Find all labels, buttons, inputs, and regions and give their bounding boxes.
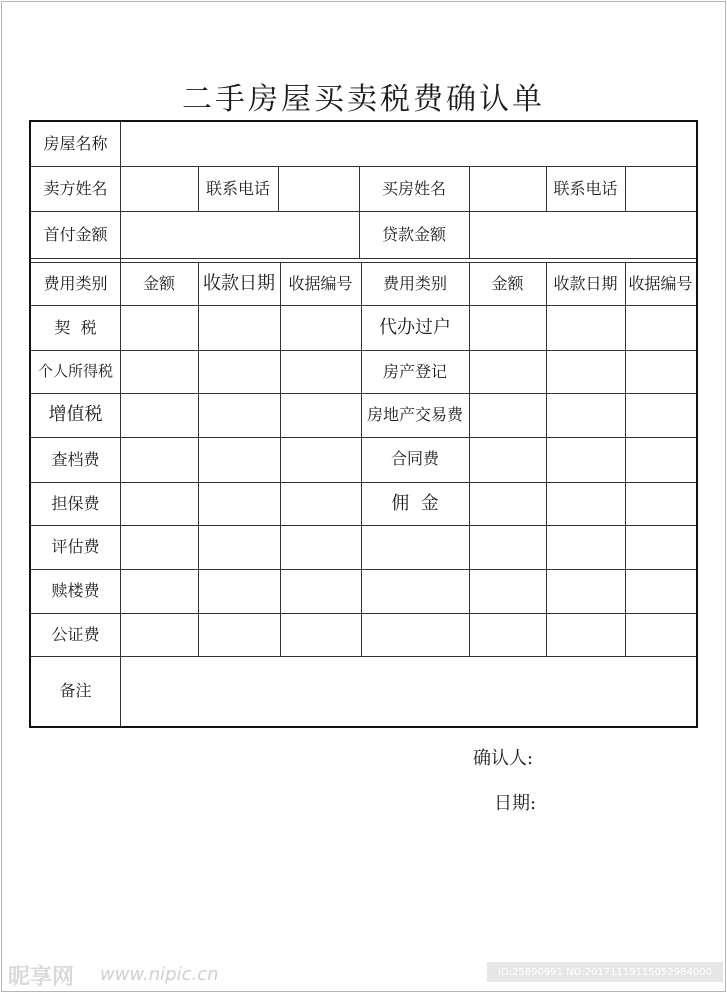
fee-contract: 合同费 (390, 449, 439, 468)
page-title: 二手房屋买卖税费确认单 (182, 82, 545, 117)
confirmer-label: 确认人: (473, 748, 534, 769)
fee-vat: 增值税 (48, 404, 103, 425)
header-amount-left: 金额 (142, 273, 175, 293)
fee-transaction: 房地产交易费 (366, 405, 463, 424)
buyer-phone-label: 联系电话 (553, 178, 618, 198)
seller-phone-label: 联系电话 (205, 178, 270, 198)
fee-guarantee: 担保费 (51, 493, 100, 513)
buyer-name-label: 买房姓名 (381, 178, 446, 198)
fee-notary: 公证费 (51, 624, 100, 644)
header-fee-type-left: 费用类别 (43, 273, 108, 293)
loan-amount-label: 贷款金额 (381, 224, 446, 244)
house-name-label: 房屋名称 (43, 134, 108, 153)
fee-income-tax: 个人所得税 (37, 362, 113, 380)
header-date-right: 收款日期 (553, 273, 618, 293)
down-payment-label: 首付金额 (43, 224, 108, 244)
seller-name-label: 卖方姓名 (43, 178, 108, 198)
watermark-logo: 昵享网 (8, 965, 75, 990)
header-receipt-left: 收据编号 (288, 273, 353, 293)
fee-transfer-agency: 代办过户 (379, 316, 451, 338)
fee-form-table (29, 120, 698, 728)
fee-appraisal: 评估费 (51, 537, 100, 556)
header-receipt-right: 收据编号 (628, 273, 693, 293)
date-label: 日期: (494, 793, 537, 814)
watermark-url: www.nipic.cn (100, 964, 219, 985)
fee-deed-tax: 契 税 (54, 317, 97, 337)
header-fee-type-right: 费用类别 (382, 273, 447, 293)
watermark-id: ID:25890991 NO:20171119115052984000 (487, 962, 723, 982)
fee-property-registration: 房产登记 (382, 361, 447, 381)
fee-commission: 佣 金 (391, 492, 439, 514)
header-date-left: 收款日期 (203, 272, 275, 294)
remarks-label: 备注 (59, 681, 92, 700)
header-amount-right: 金额 (491, 273, 524, 293)
fee-redemption: 赎楼费 (51, 581, 100, 600)
fee-archive-check: 查档费 (51, 449, 100, 469)
